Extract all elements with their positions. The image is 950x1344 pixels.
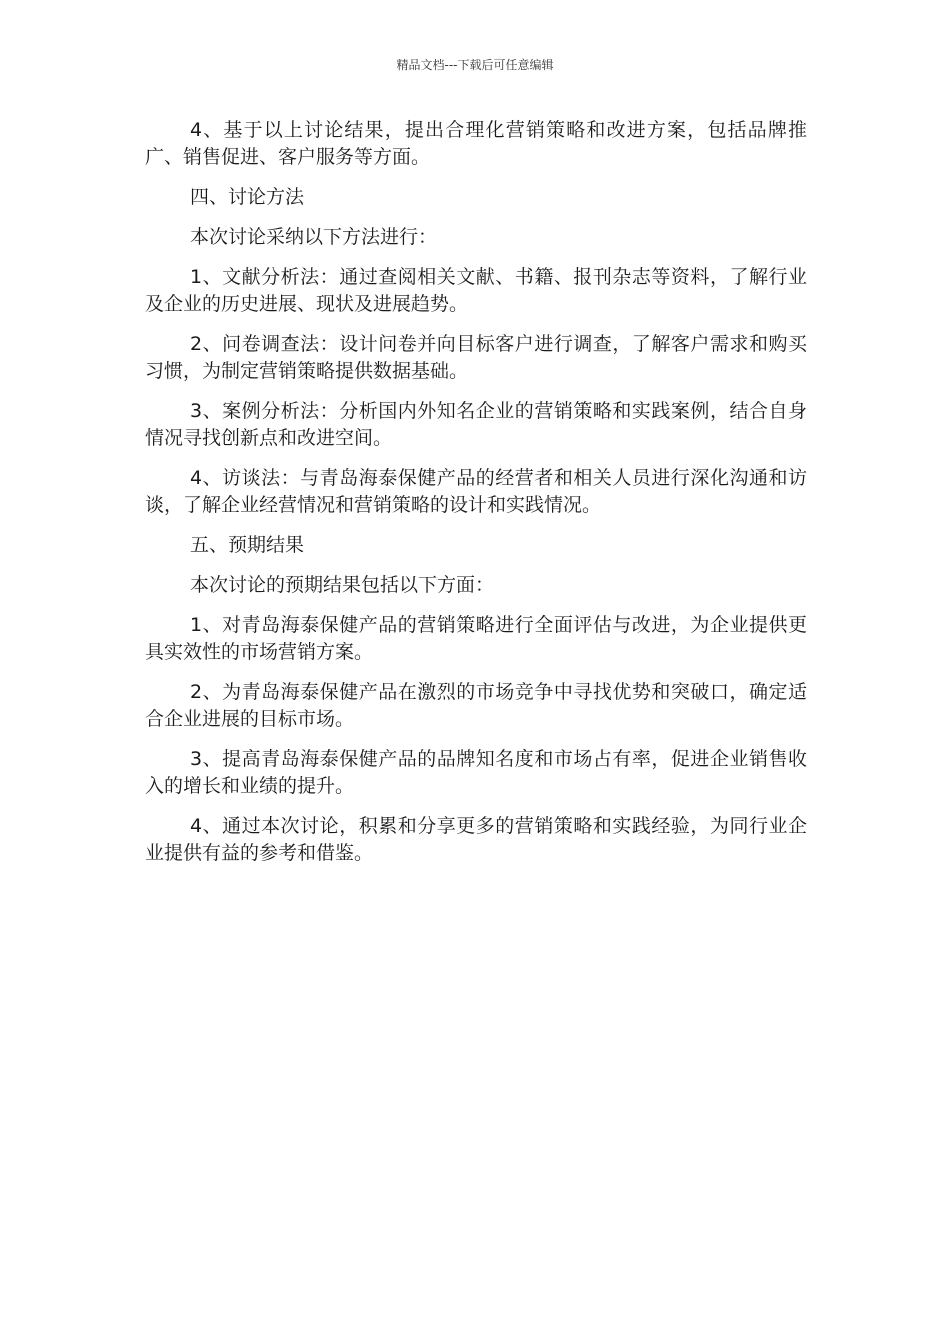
paragraph-result-4: 4、通过本次讨论，积累和分享更多的营销策略和实践经验，为同行业企业提供有益的参考和借鉴。 bbox=[145, 815, 807, 864]
paragraph-goal-4: 4、基于以上讨论结果，提出合理化营销策略和改进方案，包括品牌推广、销售促进、客户服务等方面。 bbox=[145, 119, 807, 168]
page-header: 精品文档---下载后可任意编辑 bbox=[396, 58, 554, 72]
paragraph-methods-intro: 本次讨论采纳以下方法进行： bbox=[190, 226, 438, 248]
paragraph-method-3: 3、案例分析法：分析国内外知名企业的营销策略和实践案例，结合自身情况寻找创新点和改进空间。 bbox=[145, 400, 807, 449]
paragraph-result-1: 1、对青岛海泰保健产品的营销策略进行全面评估与改进，为企业提供更具实效性的市场营销方案。 bbox=[145, 614, 807, 663]
paragraph-method-1: 1、文献分析法：通过查阅相关文献、书籍、报刊杂志等资料，了解行业及企业的历史进展、现状及进展趋势。 bbox=[145, 266, 807, 315]
paragraph-result-2: 2、为青岛海泰保健产品在激烈的市场竞争中寻找优势和突破口，确定适合企业进展的目标市场。 bbox=[145, 681, 807, 730]
paragraph-method-4: 4、访谈法：与青岛海泰保健产品的经营者和相关人员进行深化沟通和访谈，了解企业经营情况和营销策略的设计和实践情况。 bbox=[145, 467, 807, 516]
document-body bbox=[145, 117, 807, 880]
section-heading-methods: 四、讨论方法 bbox=[190, 186, 305, 208]
paragraph-method-2: 2、问卷调查法：设计问卷并向目标客户进行调查，了解客户需求和购买习惯，为制定营销策略提供数据基础。 bbox=[145, 333, 807, 382]
paragraph-results-intro: 本次讨论的预期结果包括以下方面： bbox=[190, 574, 495, 596]
section-heading-expected-results: 五、预期结果 bbox=[190, 534, 305, 556]
paragraph-result-3: 3、提高青岛海泰保健产品的品牌知名度和市场占有率，促进企业销售收入的增长和业绩的提升。 bbox=[145, 748, 807, 797]
